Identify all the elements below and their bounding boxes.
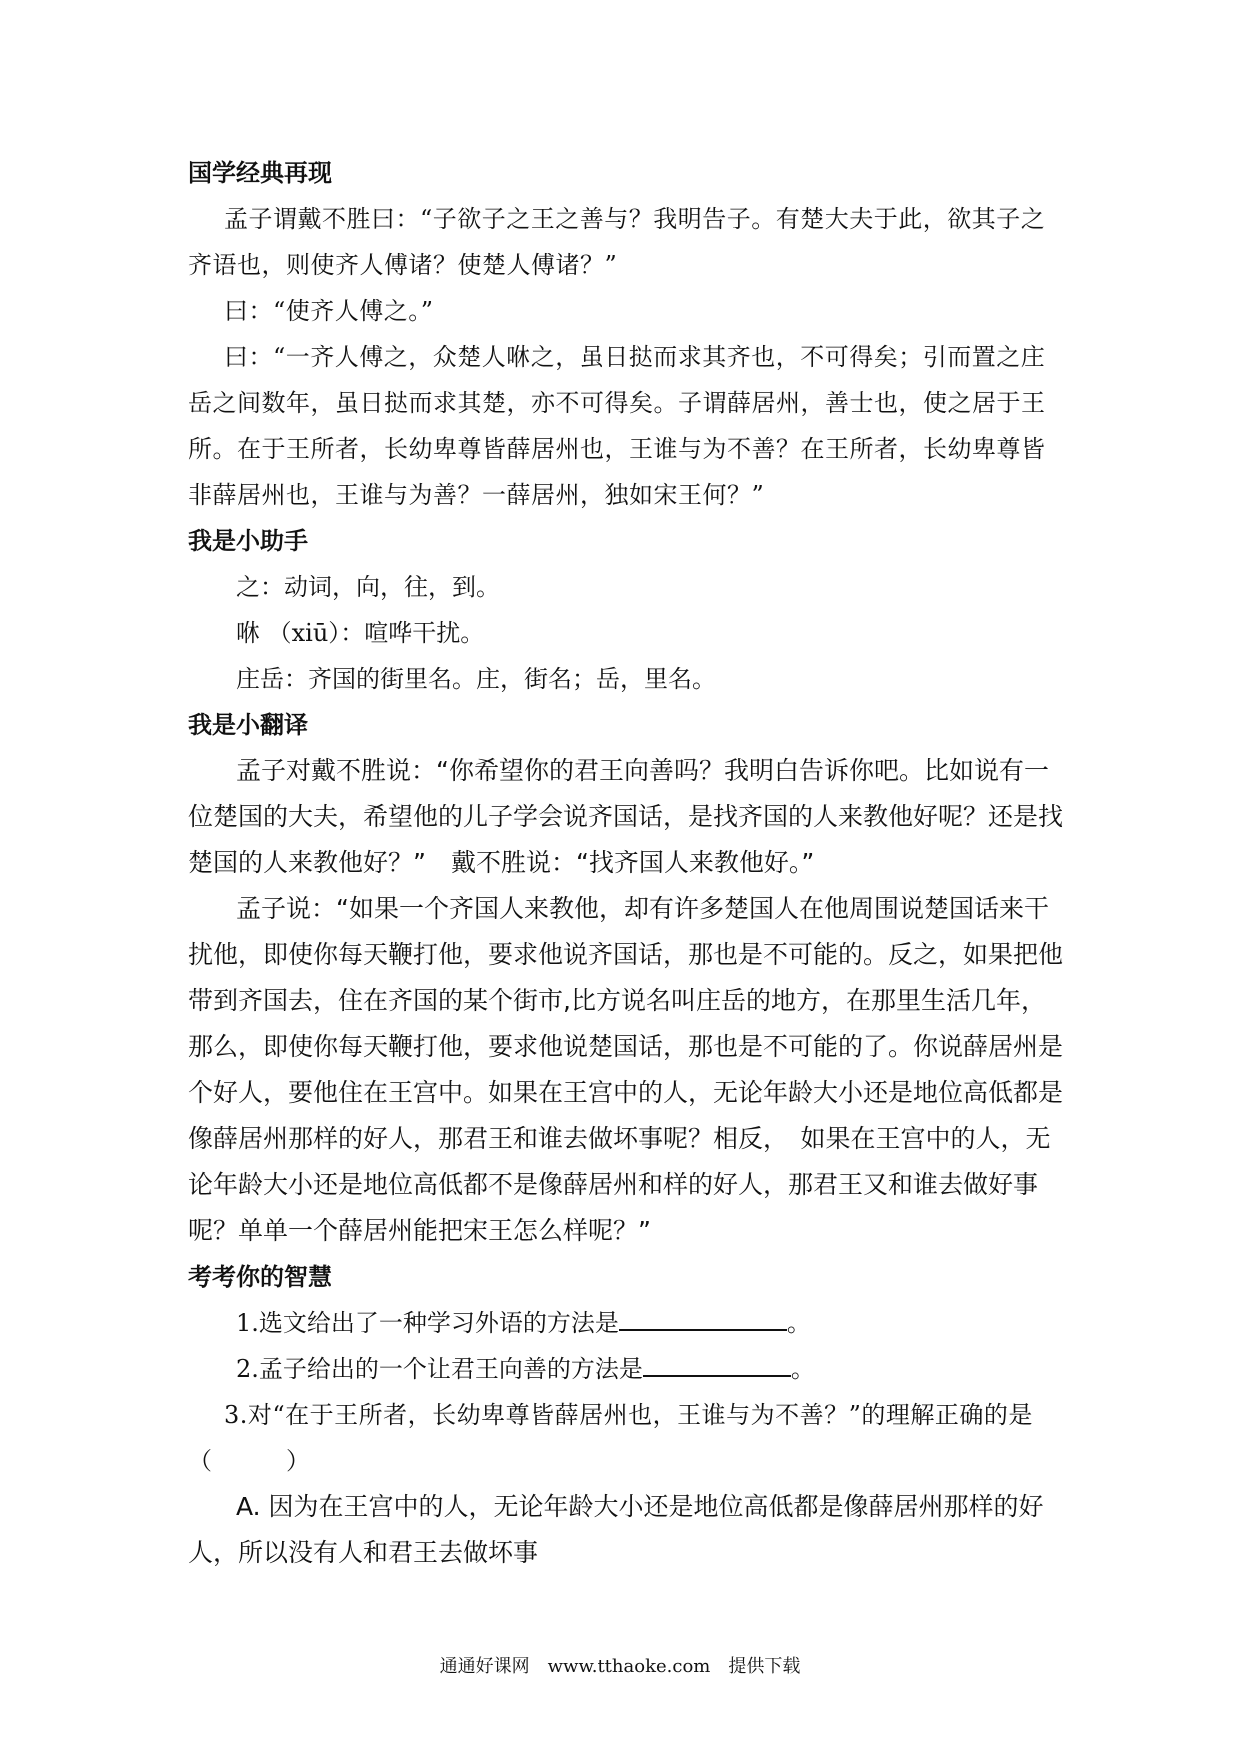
translation-paragraph-2: 孟子说：“如果一个齐国人来教他，却有许多楚国人在他周围说楚国话来干扰他，即使你每天鞭打他，要求他说齐国话，那也是不可能的。反之，如果把他带到齐国去，住在齐国的某个街市,比方说名叫庄岳的地方，在那里生活几年，那么，即使你每天鞭打他，要求他说楚国话，那也是不可能的了。你说薛居州是个好人，要他住在王宫中。如果在王宫中的人，无论年龄大小还是地位高低都是像薛居州那样的好人，那君王和谁去做坏事呢？相反， 如果在王宫中的人，无论年龄大小还是地位高低都不是像薛居州和样的好人，那君王又和谁去做好事呢？单单一个薛居州能把宋王怎么样呢？” [188, 894, 1064, 1245]
note-item-3: 庄岳：齐国的街里名。庄，街名；岳，里名。 [236, 665, 716, 693]
section-title-helper: 我是小助手 [188, 527, 308, 555]
document-content [188, 150, 1068, 1576]
note-item-2: 咻 （xiū）：喧哗干扰。 [236, 619, 485, 647]
section-title-translation: 我是小翻译 [188, 711, 308, 739]
question-1-text: 1.选文给出了一种学习外语的方法是 [236, 1309, 619, 1337]
classic-paragraph-1: 孟子谓戴不胜曰：“子欲子之王之善与？我明告子。有楚大夫于此，欲其子之齐语也，则使齐人傅诸？使楚人傅诸？” [188, 205, 1046, 279]
question-2-text: 2.孟子给出的一个让君王向善的方法是 [236, 1355, 643, 1383]
translation-paragraph-1: 孟子对戴不胜说：“你希望你的君王向善吗？我明白告诉你吧。比如说有一位楚国的大夫，希望他的儿子学会说齐国话，是找齐国的人来教他好呢？还是找楚国的人来教他好？” 戴不胜说：“找齐国人来教他好。” [188, 756, 1064, 877]
question-3: 3.对“在于王所者，长幼卑尊皆薛居州也，王谁与为不善？”的理解正确的是（ ） [188, 1401, 1033, 1475]
section-title-quiz: 考考你的智慧 [188, 1263, 332, 1291]
option-a: A. 因为在王宫中的人，无论年龄大小还是地位高低都是像薛居州那样的好人，所以没有人和君王去做坏事 [188, 1492, 1044, 1567]
note-item-1: 之：动词，向，往，到。 [236, 573, 500, 601]
answer-blank-1[interactable] [619, 1301, 787, 1331]
question-2-end: 。 [790, 1355, 815, 1383]
section-title-classic: 国学经典再现 [188, 159, 332, 187]
answer-blank-2[interactable] [643, 1347, 791, 1377]
question-1-end: 。 [786, 1309, 811, 1337]
page-footer: 通通好课网 www.tthaoke.com 提供下载 [439, 1656, 801, 1677]
question-2 [188, 1346, 1068, 1392]
classic-paragraph-3: 曰：“一齐人傅之，众楚人咻之，虽日挞而求其齐也，不可得矣；引而置之庄岳之间数年，虽日挞而求其楚，亦不可得矣。子谓薛居州，善士也，使之居于王所。在于王所者，长幼卑尊皆薛居州也，王谁与为不善？在王所者，长幼卑尊皆非薛居州也，王谁与为善？一薛居州，独如宋王何？” [188, 343, 1046, 509]
question-1 [188, 1300, 1068, 1346]
classic-paragraph-2: 曰：“使齐人傅之。” [224, 297, 434, 325]
